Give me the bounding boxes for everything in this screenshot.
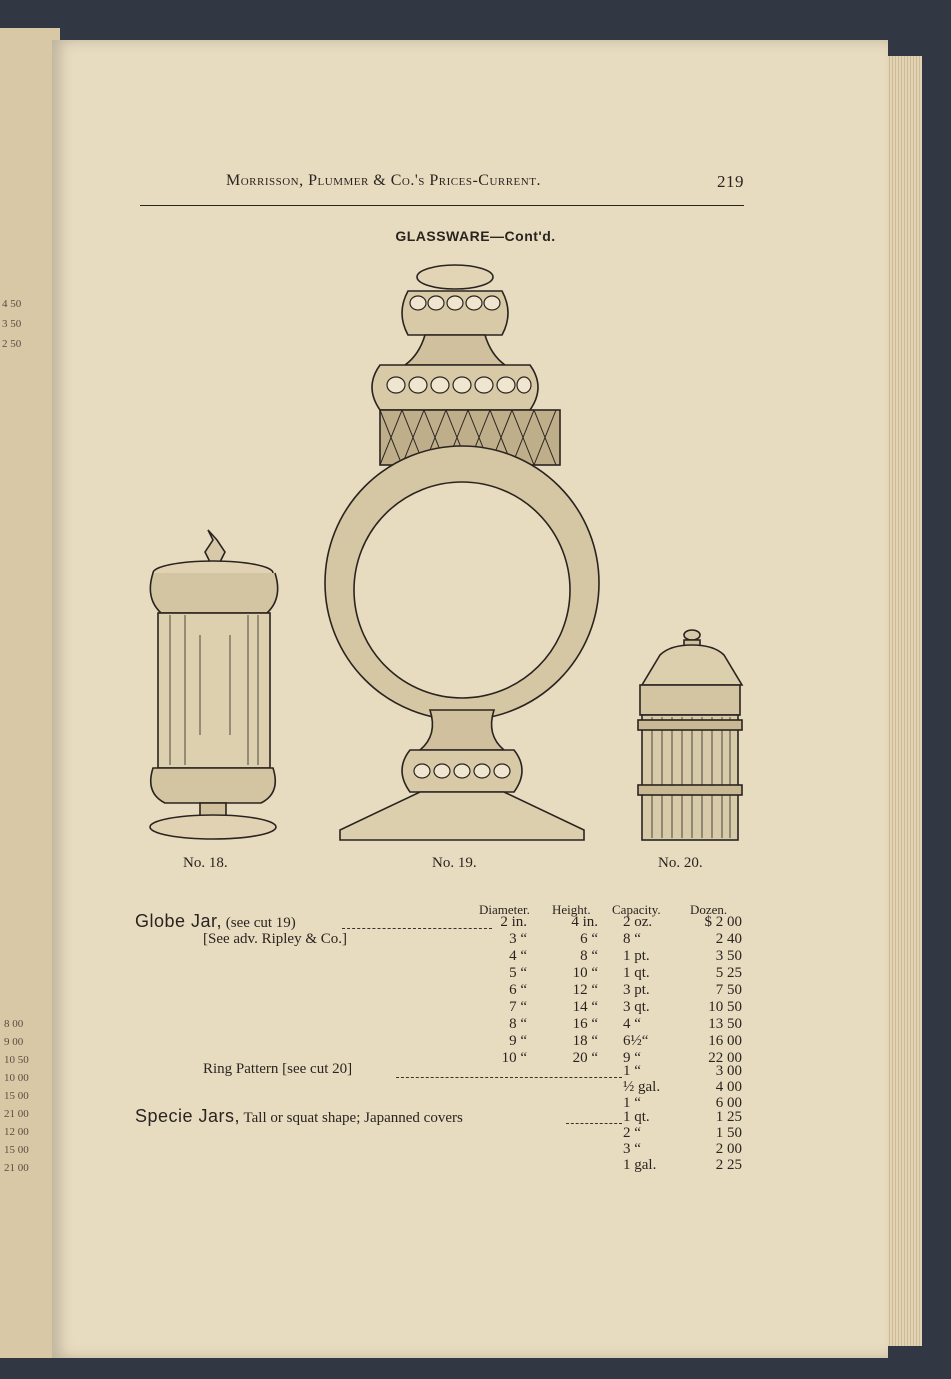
- globe-height: 4 in.: [571, 914, 598, 930]
- globe-price: 2 40: [715, 931, 742, 947]
- globe-capacity: 6½“: [623, 1033, 649, 1049]
- facing-page-fragment: 3 50: [2, 318, 22, 330]
- specie-jars-entry: [135, 1106, 463, 1127]
- globe-capacity: 8 “: [623, 931, 641, 947]
- globe-height: 18 “: [572, 1033, 598, 1049]
- globe-price: 10 50: [708, 999, 742, 1015]
- globe-height: 12 “: [572, 982, 598, 998]
- globe-price: 7 50: [715, 982, 742, 998]
- running-header-title: Morrisson, Plummer & Co.'s Prices-Current.: [226, 172, 541, 189]
- specie-price: 1 50: [715, 1125, 742, 1141]
- specie-price: 1 25: [715, 1109, 742, 1125]
- page-number: 219: [717, 172, 744, 191]
- column-header-height: Height.: [552, 902, 591, 917]
- globe-height: 10 “: [572, 965, 598, 981]
- column-header-diameter: Diameter.: [479, 902, 530, 917]
- globe-diameter: 4 “: [509, 948, 527, 964]
- facing-page-fragment: 12 00: [4, 1126, 29, 1138]
- globe-capacity: 9 “: [623, 1050, 641, 1066]
- facing-page-fragment: 10 00: [4, 1072, 29, 1084]
- globe-price: 3 50: [715, 948, 742, 964]
- running-header: [140, 172, 744, 192]
- facing-page-fragment: 21 00: [4, 1108, 29, 1120]
- facing-page-fragment: 9 00: [4, 1036, 24, 1048]
- specie-jars-name: Specie Jars,: [135, 1106, 241, 1126]
- globe-capacity: 4 “: [623, 1016, 641, 1032]
- globe-diameter: 8 “: [509, 1016, 527, 1032]
- ring-capacity: 1 “: [623, 1095, 641, 1111]
- caption-no-20: No. 20.: [658, 855, 703, 871]
- section-title: GLASSWARE—Cont'd.: [395, 228, 556, 244]
- header-rule: [140, 205, 744, 206]
- specie-capacity: 3 “: [623, 1141, 641, 1157]
- globe-diameter: 5 “: [509, 965, 527, 981]
- globe-diameter: 9 “: [509, 1033, 527, 1049]
- ring-price: 4 00: [715, 1079, 742, 1095]
- globe-price: 16 00: [708, 1033, 742, 1049]
- ring-capacity: 1 “: [623, 1063, 641, 1079]
- globe-price: 13 50: [708, 1016, 742, 1032]
- globe-diameter: 10 “: [501, 1050, 527, 1066]
- specie-jars-desc: Tall or squat shape; Japanned covers: [243, 1110, 463, 1126]
- globe-height: 16 “: [572, 1016, 598, 1032]
- globe-height: 8 “: [580, 948, 598, 964]
- globe-price: 5 25: [715, 965, 742, 981]
- globe-height: 20 “: [572, 1050, 598, 1066]
- jar-18-illustration: [150, 530, 278, 839]
- globe-diameter: 6 “: [509, 982, 527, 998]
- facing-page-fragment: 10 50: [4, 1054, 29, 1066]
- facing-page-fragment: 8 00: [4, 1018, 24, 1030]
- facing-page-fragment: 15 00: [4, 1090, 29, 1102]
- specie-capacity: 1 gal.: [623, 1157, 657, 1173]
- globe-height: 6 “: [580, 931, 598, 947]
- globe-diameter: 7 “: [509, 999, 527, 1015]
- jar-20-illustration: [638, 630, 742, 840]
- globe-capacity: 1 pt.: [623, 948, 650, 964]
- globe-diameter: 2 in.: [500, 914, 527, 930]
- glassware-illustration: [130, 255, 770, 855]
- globe-price: 22 00: [708, 1050, 742, 1066]
- column-header-dozen: Dozen.: [690, 902, 728, 917]
- globe-capacity: 3 qt.: [623, 999, 650, 1015]
- ring-price: 3 00: [715, 1063, 742, 1079]
- leader-dots: [566, 1123, 622, 1124]
- globe-capacity: 1 qt.: [623, 965, 650, 981]
- globe-jar-entry: [135, 911, 296, 932]
- leader-dots: [396, 1077, 622, 1078]
- facing-page-fragment: 21 00: [4, 1162, 29, 1174]
- globe-jar-name: Globe Jar,: [135, 911, 223, 931]
- globe-height: 14 “: [572, 999, 598, 1015]
- specie-price: 2 25: [715, 1157, 742, 1173]
- facing-page-fragment: 15 00: [4, 1144, 29, 1156]
- ring-pattern-label: Ring Pattern [see cut 20]: [203, 1061, 353, 1077]
- globe-capacity: 3 pt.: [623, 982, 650, 998]
- jar-19-illustration: [325, 265, 599, 840]
- facing-page-fragment: 2 50: [2, 338, 22, 350]
- caption-no-19: No. 19.: [432, 855, 477, 871]
- ring-capacity: ½ gal.: [623, 1079, 661, 1095]
- specie-price: 2 00: [715, 1141, 742, 1157]
- globe-jar-adv: [See adv. Ripley & Co.]: [203, 931, 348, 947]
- caption-no-18: No. 18.: [183, 855, 228, 871]
- specie-capacity: 1 qt.: [623, 1109, 650, 1125]
- globe-price: $ 2 00: [704, 914, 742, 930]
- globe-capacity: 2 oz.: [623, 914, 653, 930]
- column-header-capacity: Capacity.: [612, 902, 661, 917]
- globe-diameter: 3 “: [509, 931, 527, 947]
- facing-page-fragment: 4 50: [2, 298, 22, 310]
- globe-jar-note: (see cut 19): [225, 915, 296, 931]
- ring-price: 6 00: [715, 1095, 742, 1111]
- specie-capacity: 2 “: [623, 1125, 641, 1141]
